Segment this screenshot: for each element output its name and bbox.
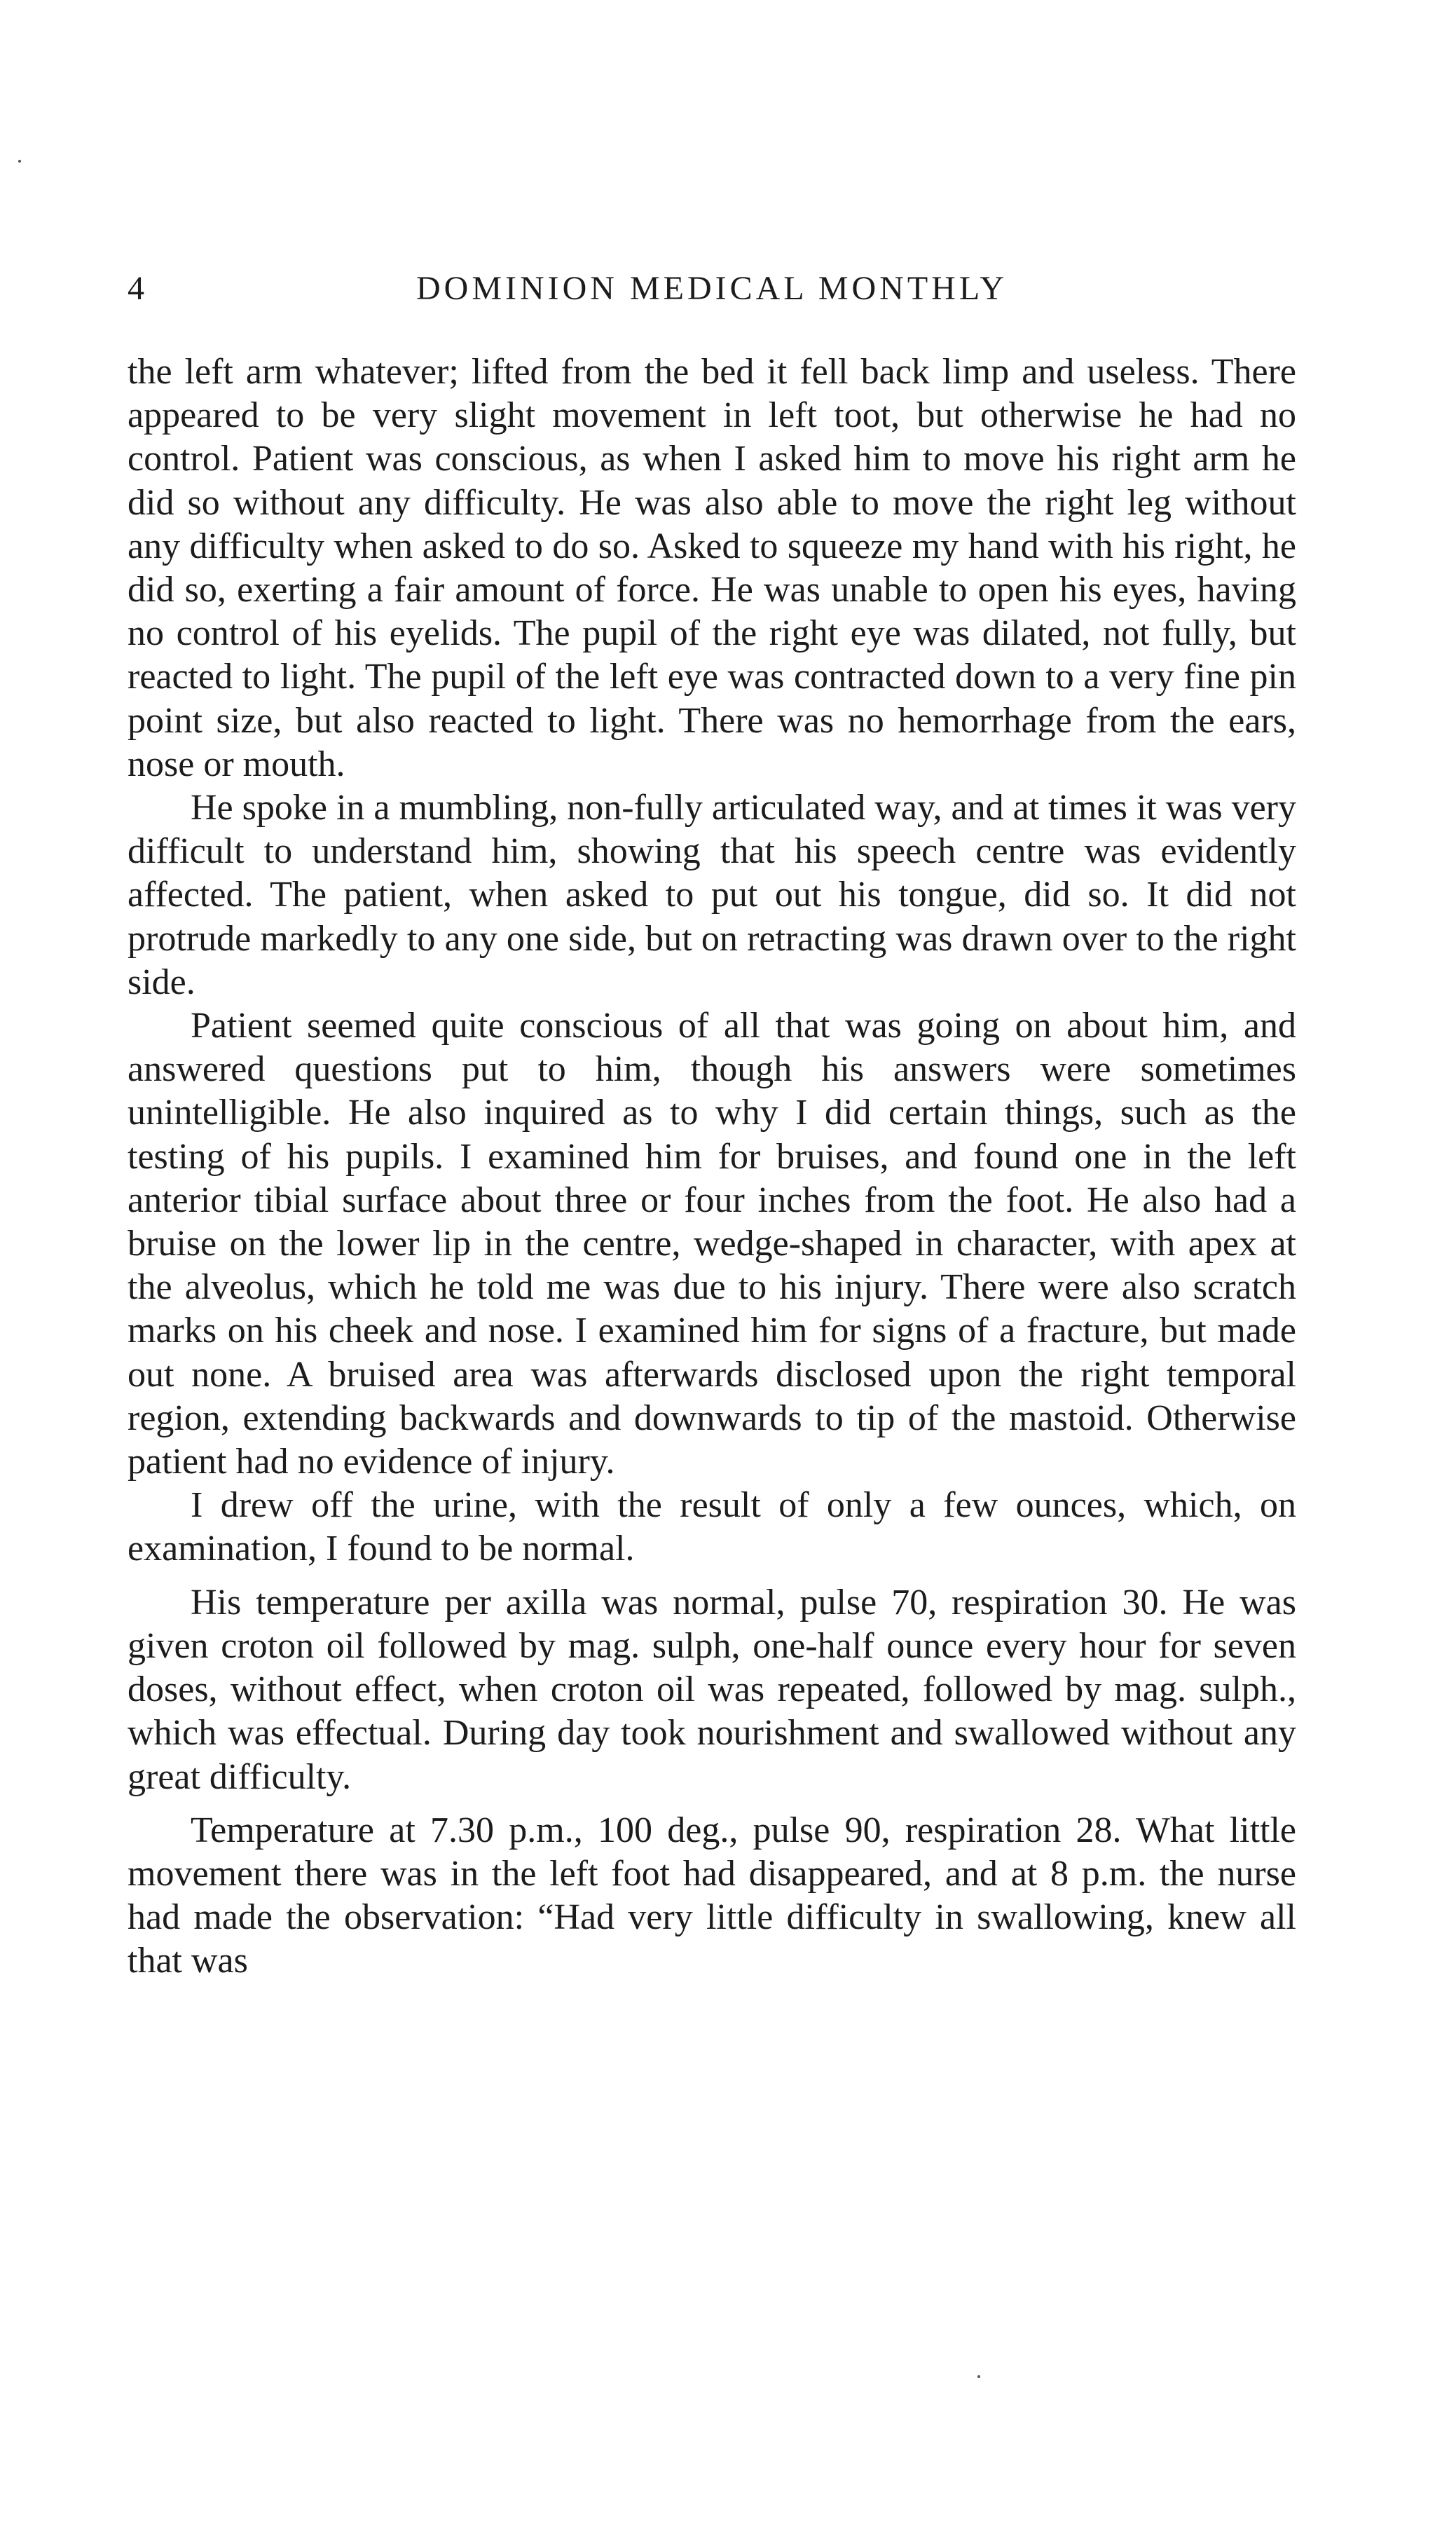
paragraph: His temperature per axilla was normal, pulse 70, respiration 30. He was given croton oil followed by mag. sulph, one-half ounce every hour for seven doses, without effect, when croton oil was repeated, followed by mag. sulph., which was effectual. During day took nourishment and swallowed without any great difficulty. — [128, 1582, 1296, 1797]
journal-title: DOMINION MEDICAL MONTHLY — [415, 270, 1008, 307]
paragraph: Patient seemed quite conscious of all that was going on about him, and answered questions put to him, though his answers were sometimes unintelligible. He also inquired as to why I did certain things, such as the testing of his pupils. I examined him for bruises, and found one in the left anterior tibial surface about three or four inches from the foot. He also had a bruise on the lower lip in the centre, wedge-shaped in character, with apex at the alveolus, which he told me was due to his injury. There were also scratch marks on his cheek and nose. I examined him for signs of a fracture, but made out none. A bruised area was afterwards disclosed upon the right temporal region, extending backwards and downwards to tip of the mastoid. Otherwise patient had no evidence of injury. — [128, 1006, 1296, 1482]
print-speck — [977, 2375, 980, 2378]
page-number: 4 — [128, 270, 145, 307]
print-speck — [18, 160, 21, 163]
paragraph: I drew off the urine, with the result of only a few ounces, which, on examination, I found to be normal. — [128, 1485, 1296, 1569]
article-body — [128, 350, 1296, 1983]
running-head — [128, 269, 1296, 318]
paragraph: He spoke in a mumbling, non-fully articulated way, and at times it was very difficult to understand him, showing that his speech centre was evidently affected. The patient, when asked to put out his tongue, did so. It did not protrude markedly to any one side, but on retracting was drawn over to the right side. — [128, 788, 1296, 1002]
paragraph: the left arm whatever; lifted from the bed it fell back limp and useless. There appeared to be very slight movement in left toot, but otherwise he had no control. Patient was conscious, as when I asked him to move his right arm he did so without any difficulty. He was also able to move the right leg without any difficulty when asked to do so. Asked to squeeze my hand with his right, he did so, exerting a fair amount of force. He was unable to open his eyes, having no control of his eyelids. The pupil of the right eye was dilated, not fully, but reacted to light. The pupil of the left eye was contracted down to a very fine pin point size, but also reacted to light. There was no hemorrhage from the ears, nose or mouth. — [128, 352, 1296, 784]
paragraph: Temperature at 7.30 p.m., 100 deg., pulse 90, respiration 28. What little movement there was in the left foot had disappeared, and at 8 p.m. the nurse had made the observation: “Had very little difficulty in swallowing, knew all that was — [128, 1810, 1296, 1981]
